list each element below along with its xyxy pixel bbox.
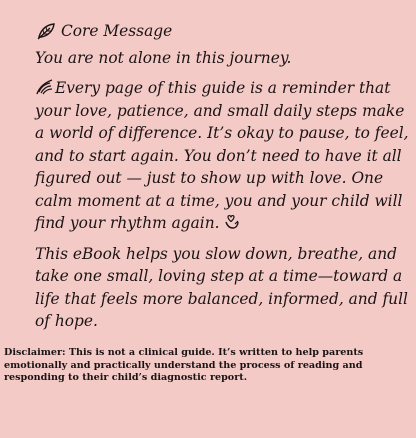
- disclaimer-text: Disclaimer: This is not a clinical guide. It’s written to help parents emotionally and practically understand the process of reading and responding to their child’s diagnostic report.: [4, 347, 364, 383]
- intro-paragraph: You are not alone in this journey.: [35, 48, 292, 67]
- heart-hand-icon: [224, 214, 240, 230]
- leaf-icon: [35, 22, 57, 40]
- section-title: Core Message: [61, 22, 173, 40]
- core-message-section: [35, 20, 411, 341]
- reminder-paragraph: [35, 77, 411, 235]
- section-heading: [35, 20, 411, 43]
- closing-paragraph: This eBook helps you slow down, breathe, and take one small, loving step at a time—toward a life that feels more balanced, informed, and full of hope.: [35, 244, 408, 330]
- reminder-text: Every page of this guide is a reminder that your love, patience, and small daily steps make a world of difference. It’s okay to pause, to feel, and to start again. You don’t need to have it all figured out — just to show up with love. One calm moment at a time, you and your child will find your rhythm again.: [35, 79, 409, 232]
- feather-icon: [35, 79, 53, 95]
